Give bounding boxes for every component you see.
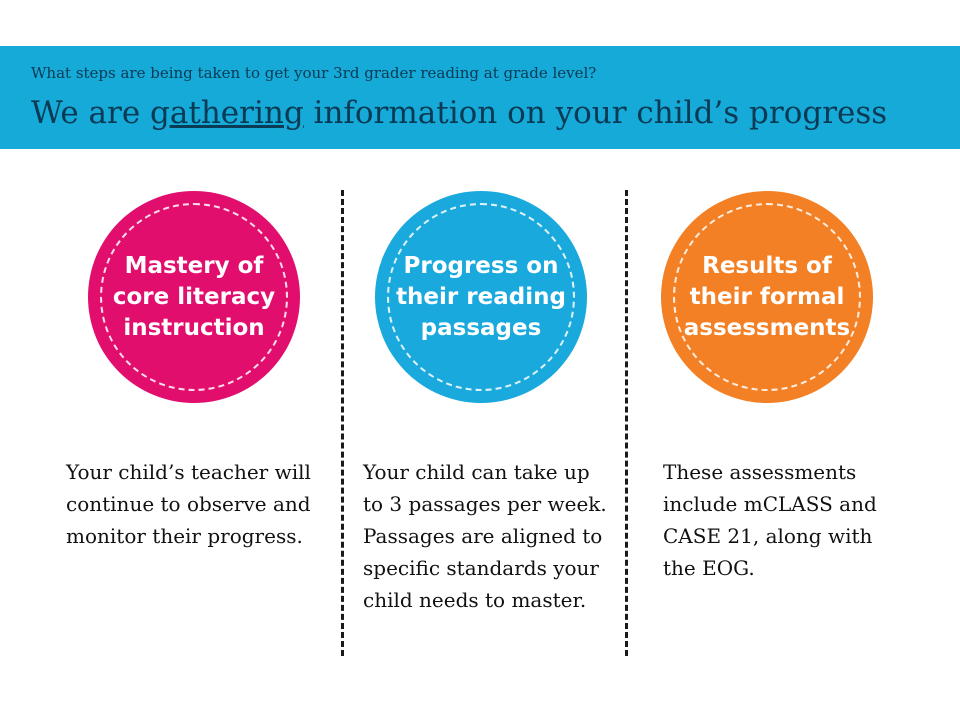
header-banner bbox=[0, 46, 960, 149]
mastery-circle-label: Mastery of core literacy instruction bbox=[112, 252, 276, 341]
progress-circle-label: Progress on their reading passages bbox=[396, 252, 566, 341]
progress-circle bbox=[375, 191, 587, 403]
mastery-description: Your child’s teacher will continue to observe and monitor their progress. bbox=[66, 460, 311, 548]
header-question: What steps are being taken to get your 3rd grader reading at grade level? bbox=[31, 64, 597, 82]
page-title bbox=[31, 90, 931, 136]
results-circle bbox=[661, 191, 873, 403]
results-description: These assessments include mCLASS and CASE 21, along with the EOG. bbox=[663, 460, 877, 580]
title-prefix: We are bbox=[31, 95, 151, 131]
column-divider-1 bbox=[341, 190, 344, 656]
results-circle-label: Results of their formal assessments bbox=[683, 252, 851, 341]
column-divider-2 bbox=[625, 190, 628, 656]
title-suffix: information on your child’s progress bbox=[303, 95, 888, 131]
progress-description: Your child can take up to 3 passages per week. Passages are aligned to specific standards your child needs to master. bbox=[363, 460, 607, 612]
title-highlight: gathering bbox=[150, 95, 304, 131]
mastery-circle bbox=[88, 191, 300, 403]
